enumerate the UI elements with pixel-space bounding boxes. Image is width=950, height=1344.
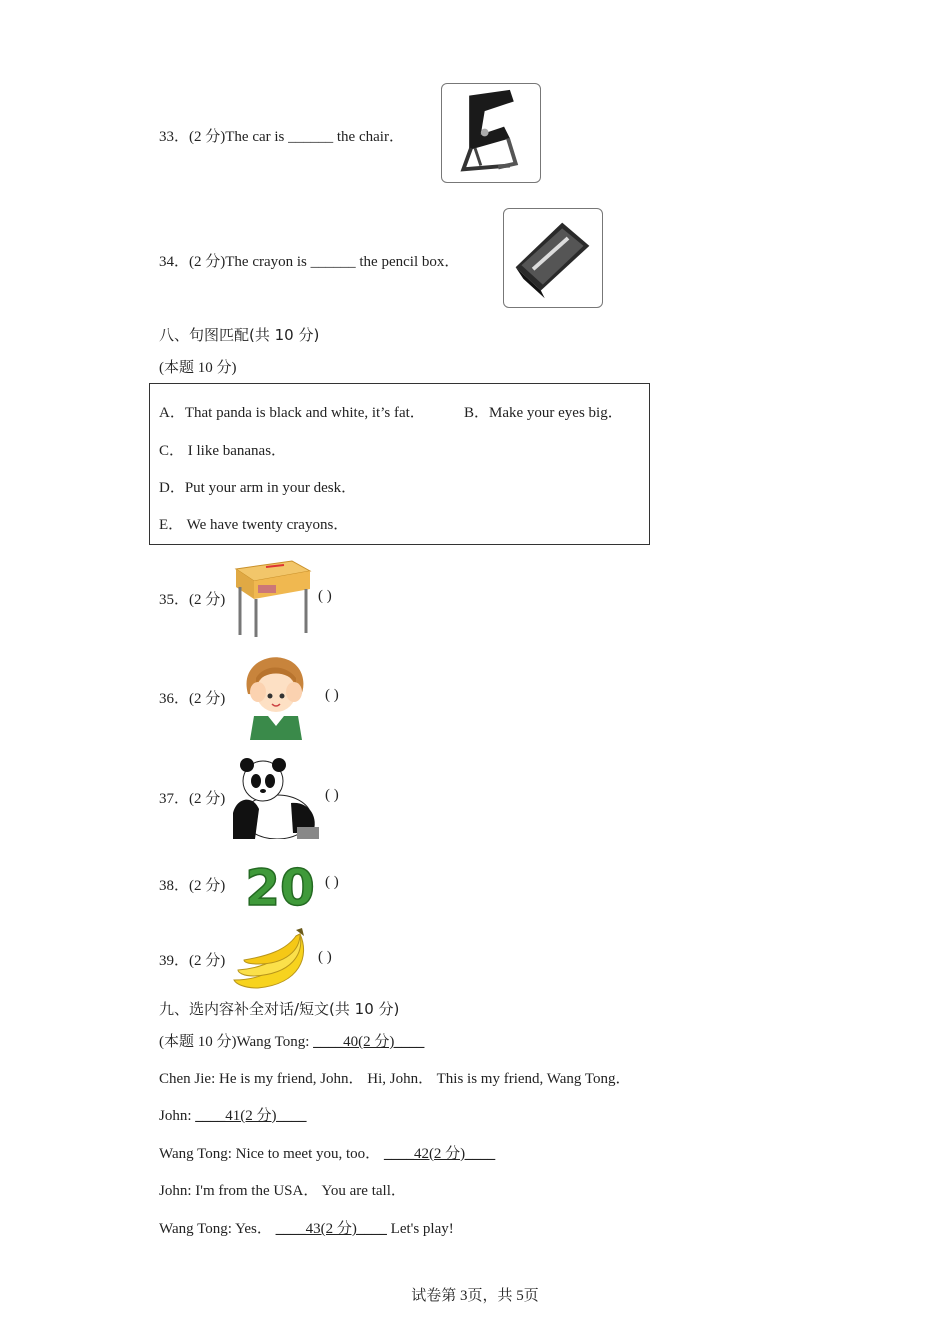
answer-bracket-37[interactable]: ( ) [325, 787, 339, 803]
option-e: E． We have twenty crayons． [159, 517, 349, 533]
answer-bracket-39[interactable]: ( ) [318, 949, 332, 965]
number-20-picture [243, 855, 317, 915]
question-36-number: 36．(2 分) [159, 691, 226, 707]
section-9-title: 九、选内容补全对话/短文(共 10 分) [159, 1000, 400, 1018]
option-c: C． I like bananas． [159, 443, 287, 459]
blank-42[interactable]: ____42(2 分)____ [383, 1146, 496, 1162]
question-number: 34．(2 分) [159, 254, 226, 270]
dialogue-line-5: John: I'm from the USA． You are tall． [159, 1183, 406, 1199]
question-38-number: 38．(2 分) [159, 878, 226, 894]
answer-bracket-38[interactable]: ( ) [325, 874, 339, 890]
question-34 [159, 250, 459, 271]
blank-40[interactable]: ____40(2 分)____ [313, 1034, 425, 1050]
blank-43[interactable]: ____43(2 分)____ [275, 1221, 387, 1237]
chair-picture [441, 83, 541, 183]
bananas-picture [230, 926, 312, 992]
dialogue-line-6 [159, 1217, 454, 1238]
option-b: B．Make your eyes big． [464, 405, 623, 421]
section-8-note: (本题 10 分) [159, 360, 237, 376]
dialogue-text: Let's play! [386, 1221, 454, 1237]
question-text: The crayon is ______ the pencil box． [225, 254, 460, 270]
blank-41[interactable]: ____41(2 分)____ [195, 1108, 307, 1124]
question-37-number: 37．(2 分) [159, 791, 226, 807]
section-8-title: 八、句图匹配(共 10 分) [159, 326, 320, 344]
answer-bracket-36[interactable]: ( ) [325, 687, 339, 703]
dialogue-line-3 [159, 1104, 307, 1125]
panda-picture [233, 753, 319, 839]
dialogue-line-2: Chen Jie: He is my friend, John． Hi, John． This is my friend, Wang Tong． [159, 1071, 631, 1087]
dialogue-text: John: [159, 1108, 196, 1124]
answer-bracket-35[interactable]: ( ) [318, 588, 332, 604]
dialogue-line-1 [159, 1030, 424, 1051]
question-39-number: 39．(2 分) [159, 953, 226, 969]
svg-text:20: 20 [245, 859, 315, 915]
girl-touching-eyes-picture [236, 654, 316, 740]
pencil-box-picture [503, 208, 603, 308]
question-35-number: 35．(2 分) [159, 592, 226, 608]
question-number: 33．(2 分) [159, 129, 226, 145]
page-footer: 试卷第 3页，共 5页 [411, 1288, 539, 1304]
options-box [149, 383, 650, 545]
dialogue-line-4 [159, 1142, 495, 1163]
dialogue-text: Wang Tong: Yes． [159, 1221, 276, 1237]
dialogue-text: (本题 10 分)Wang Tong: [159, 1034, 314, 1050]
option-a: A．That panda is black and white, it’s fat． [159, 405, 425, 421]
dialogue-text: Wang Tong: Nice to meet you, too． [159, 1146, 384, 1162]
desk-picture [232, 557, 312, 637]
option-d: D．Put your arm in your desk． [159, 480, 357, 496]
question-text: The car is ______ the chair． [225, 129, 404, 145]
question-33 [159, 125, 404, 146]
